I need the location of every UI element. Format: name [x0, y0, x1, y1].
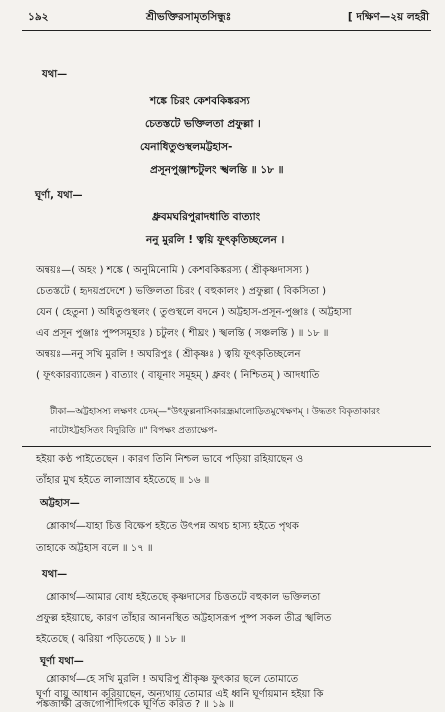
translation-line: হইতেছে ( ঝরিয়া পড়িতেছে ) ॥ ১৮ ॥ — [36, 634, 186, 645]
header-rule — [22, 30, 431, 31]
translation-line: শ্লোকার্থ—আমার বোধ হইতেছে কৃষ্ণদাসের চিত্ততটে বহুকাল ভক্তিলতা — [46, 592, 321, 603]
verse-2-line: ধ্রুবমঘরিপুরাদধাতি বাত্যাং — [152, 211, 261, 223]
translation-line: শ্লোকার্থ—যাহা চিত্ত বিক্ষেপ হইতে উৎপন্ন অথচ হাস্য হইতে পৃথক — [46, 521, 299, 532]
verse-1-line: প্রসূনপুঞ্জাশ্চটুলং স্খলন্তি ॥ ১৮ ॥ — [150, 164, 284, 176]
section-label: [ দক্ষিণ—২য় লহরী — [347, 11, 429, 23]
page-number: ১৯২ — [28, 11, 49, 23]
verse-1-label: যথা— — [42, 69, 68, 80]
translation-line: প্রফুল্ল হইয়াছে, কারণ তাঁহার আননস্থিত অট্টহাসরূপ পুষ্প সকল তীব্র স্খলিত — [36, 613, 332, 624]
anvaya-line: যেন ( হেতুনা ) অধিতুণ্ডস্থলং ( তুণ্ডস্থলে বদনে ) অট্টহাস-প্রসূন-পুঞ্জাঃ ( অট্টহাসা — [36, 307, 352, 318]
heading-ghurna: ঘূর্ণা যথা— — [40, 656, 84, 667]
verse-1-line: চেতস্তটে ভক্তিলতা প্রফুল্লা । — [145, 118, 261, 130]
heading-yatha: যথা— — [42, 569, 68, 580]
anvaya-line: অন্বয়ঃ—( অহং ) শঙ্কে ( অনুমিনোমি ) কেশবকিঙ্করস্য ( শ্রীকৃষ্ণদাসস্য ) — [36, 265, 310, 276]
translation-line: তাহাকে অট্টহাস বলে ॥ ১৭ ॥ — [36, 543, 153, 554]
translation-line: পঙ্কজাক্ষী ব্রজগোপীদিগকে ঘূর্ণিত করিত ? ॥ ১৯ ॥ — [36, 699, 235, 710]
anvaya-line: এব প্রসূন পুঞ্জাঃ পুষ্পসমূহাঃ ) চটুলং ( শীঘ্রং ) স্খলন্তি ( সঞ্চলন্তি ) ॥ ১৮ ॥ — [36, 328, 329, 339]
section-rule — [22, 446, 431, 447]
translation-line: ঘূর্ণা বায়ু আধান করিয়াছেন, অন্যথায় তোমার এই ধ্বনি ঘূর্ণায়মান হইয়া কি — [36, 689, 324, 700]
tika-commentary: টীকা—অট্টহাসস্য লক্ষণং চেদম্—"উৎফুল্লনাসিকারন্ধ্রমালোড়িতমুখেক্ষণম্ । উদ্ধতং বিকৃতাকারং নাটোঽট্টহসিতং বিদুরিতি ॥" বিপক্ষং প্রত্যাক্ষেপ- — [50, 407, 380, 436]
verse-2-line: ননু মুরলি ! ত্বয়ি ফূৎকৃতিচ্ছলেন । — [146, 234, 285, 246]
verse-2-label: ঘূর্ণা, যথা— — [35, 190, 83, 201]
anvaya-line: চেতস্তটে ( হৃদয়প্রদেশে ) ভক্তিলতা চিরং ( বহুকালং ) প্রফুল্লা ( বিকসিতা ) — [36, 286, 327, 297]
translation-line: তাঁহার মুখ হইতে লালাস্রাব হইতেছে ॥ ১৬ ॥ — [36, 475, 210, 486]
verse-1-line: শঙ্কে চিরং কেশবকিঙ্করস্য — [150, 95, 250, 107]
translation-line: হইয়া কণ্ঠ পাইতেছেন । কারণ তিনি নিশ্চল ভাবে পড়িয়া রহিয়াছেন ও — [36, 454, 304, 465]
anvaya-line: অন্বয়ঃ—ননু সখি মুরলি ! অঘরিপুঃ ( শ্রীকৃষ্ণঃ ) ত্বয়ি ফূৎকৃতিচ্ছলেন — [36, 349, 301, 360]
translation-line: শ্লোকার্থ—হে সখি মুরলি ! অঘরিপু শ্রীকৃষ্ণ ফুৎকার ছলে তোমাতে — [46, 674, 299, 685]
running-title: শ্রীভক্তিরসামৃতসিন্ধুঃ — [146, 11, 232, 23]
heading-atthasa: অট্টহাস— — [40, 498, 80, 509]
verse-1-line: যেনাধিতুণ্ডস্থলমট্টহাস- — [140, 141, 233, 153]
anvaya-line: ( ফূৎকারব্যাজেন ) বাত্যাং ( বায়ূনাং সমূহম্ ) ধ্রুবং ( নিশ্চিতম্ ) আদধাতি — [36, 370, 320, 381]
page-header — [28, 10, 429, 28]
